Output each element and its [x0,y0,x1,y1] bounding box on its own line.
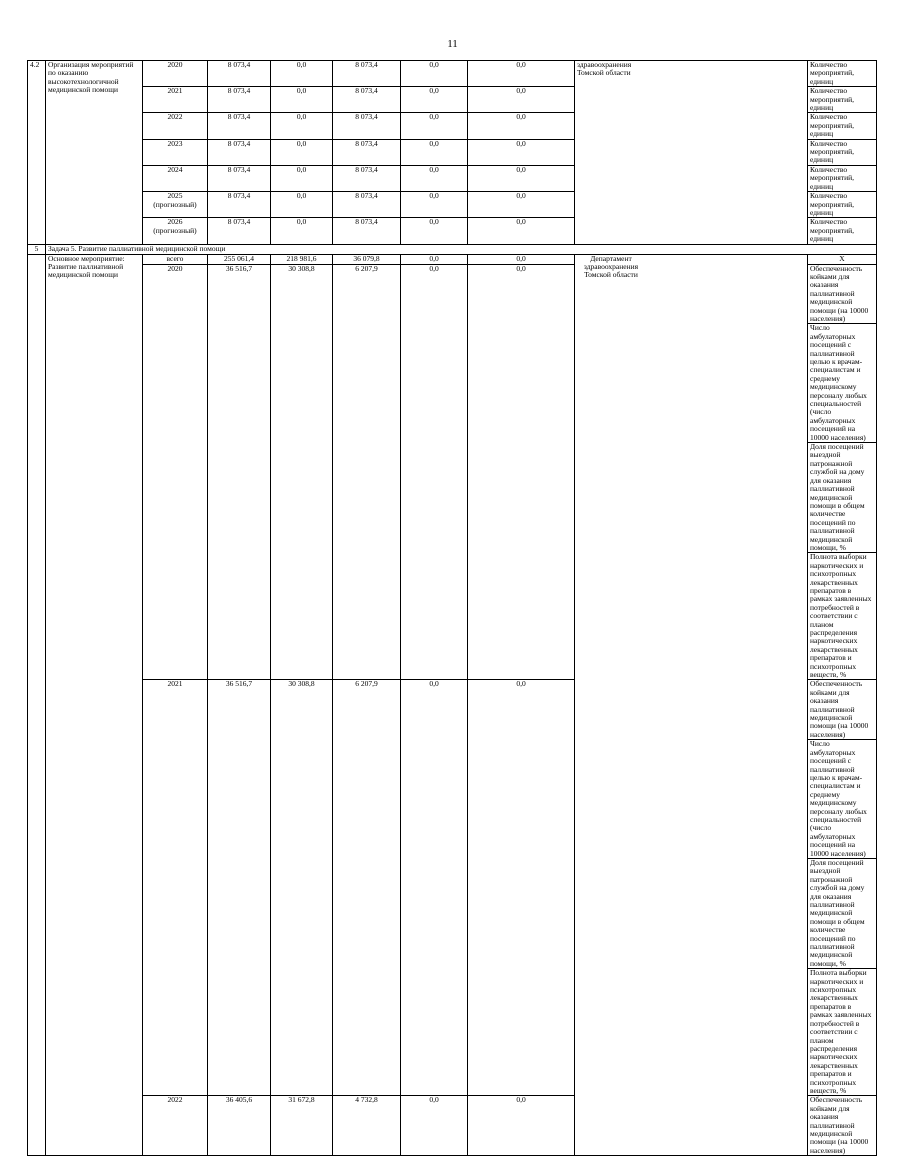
table-row: 2021 36 516,7 30 308,8 6 207,9 0,0 0,0 Обеспеченность койками для оказания паллиативной медицинской помощи (на 10000 населения) [28,680,877,740]
task-row [28,244,877,254]
table-row: Число амбулаторных посещений с паллиативной целью к врачам-специалистам и среднему медицинскому персоналу любых специальностей (число амбулаторных посещений на 10000 населения) [28,324,877,443]
table-row: Доля посещений выездной патронажной службой на дому для оказания паллиативной медицинской помощи в общем количестве посещений по паллиативной медицинской помощи, % [28,858,877,968]
program-table [27,60,877,1156]
table-row: Полнота выборки наркотических и психотропных лекарственных препаратов в рамках заявленных потребностей в соответствии с планом распределения наркотических лекарственных препаратов и психотропных веществ, % [28,969,877,1096]
table-row: 2022 36 405,6 31 672,8 4 732,8 0,0 0,0 Обеспеченность койками для оказания паллиативной медицинской помощи (на 10000 населения) [28,1096,877,1156]
table-row: Основное мероприятие: Развитие паллиативной медицинской помощи всего 255 061,4 218 981,6 36 079,8 0,0 0,0 Департамент здравоохранения Томской области X [28,254,877,264]
table-row: 2024 8 073,4 0,0 8 073,4 0,0 0,0 Количество мероприятий, единиц [28,165,877,191]
executor: здравоохранения Томской области [577,60,632,78]
task-number: 5 [28,244,46,254]
table-row: 2020 36 516,7 30 308,8 6 207,9 0,0 0,0 Обеспеченность койками для оказания паллиативной медицинской помощи (на 10000 населения) [28,264,877,324]
page-number: 11 [447,38,458,50]
table-row: 2023 8 073,4 0,0 8 073,4 0,0 0,0 Количество мероприятий, единиц [28,139,877,165]
table-row: Число амбулаторных посещений с паллиативной целью к врачам-специалистам и среднему медицинскому персоналу любых специальностей (число амбулаторных посещений на 10000 населения) [28,740,877,859]
table-row: 2022 8 073,4 0,0 8 073,4 0,0 0,0 Количество мероприятий, единиц [28,113,877,139]
executor: Департамент здравоохранения Томской области [583,254,639,280]
table-row: 2026 (прогнозный) 8 073,4 0,0 8 073,4 0,0 0,0 Количество мероприятий, единиц [28,218,877,244]
indicator-name: Количество мероприятий, единиц [808,61,877,87]
table-row: 4.2 Организация мероприятий по оказанию высокотехнологичной медицинской помощи 2020 8 073,4 0,0 8 073,4 0,0 0,0 здравоохранения Томской области Количество мероприятий, единиц [28,61,877,87]
row-number: 4.2 [28,61,46,245]
task-title: Задача 5. Развитие паллиативной медицинской помощи [46,244,877,254]
table-row: 2021 8 073,4 0,0 8 073,4 0,0 0,0 Количество мероприятий, единиц [28,87,877,113]
table-row: Доля посещений выездной патронажной службой на дому для оказания паллиативной медицинской помощи в общем количестве посещений по паллиативной медицинской помощи, % [28,443,877,553]
table-row: Полнота выборки наркотических и психотропных лекарственных препаратов в рамках заявленных потребностей в соответствии с планом распределения наркотических лекарственных препаратов и психотропных веществ, % [28,553,877,680]
table-row: 2025 (прогнозный) 8 073,4 0,0 8 073,4 0,0 0,0 Количество мероприятий, единиц [28,192,877,218]
event-name: Основное мероприятие: Развитие паллиативной медицинской помощи [46,254,143,1156]
event-name: Организация мероприятий по оказанию высокотехнологичной медицинской помощи [46,61,143,245]
